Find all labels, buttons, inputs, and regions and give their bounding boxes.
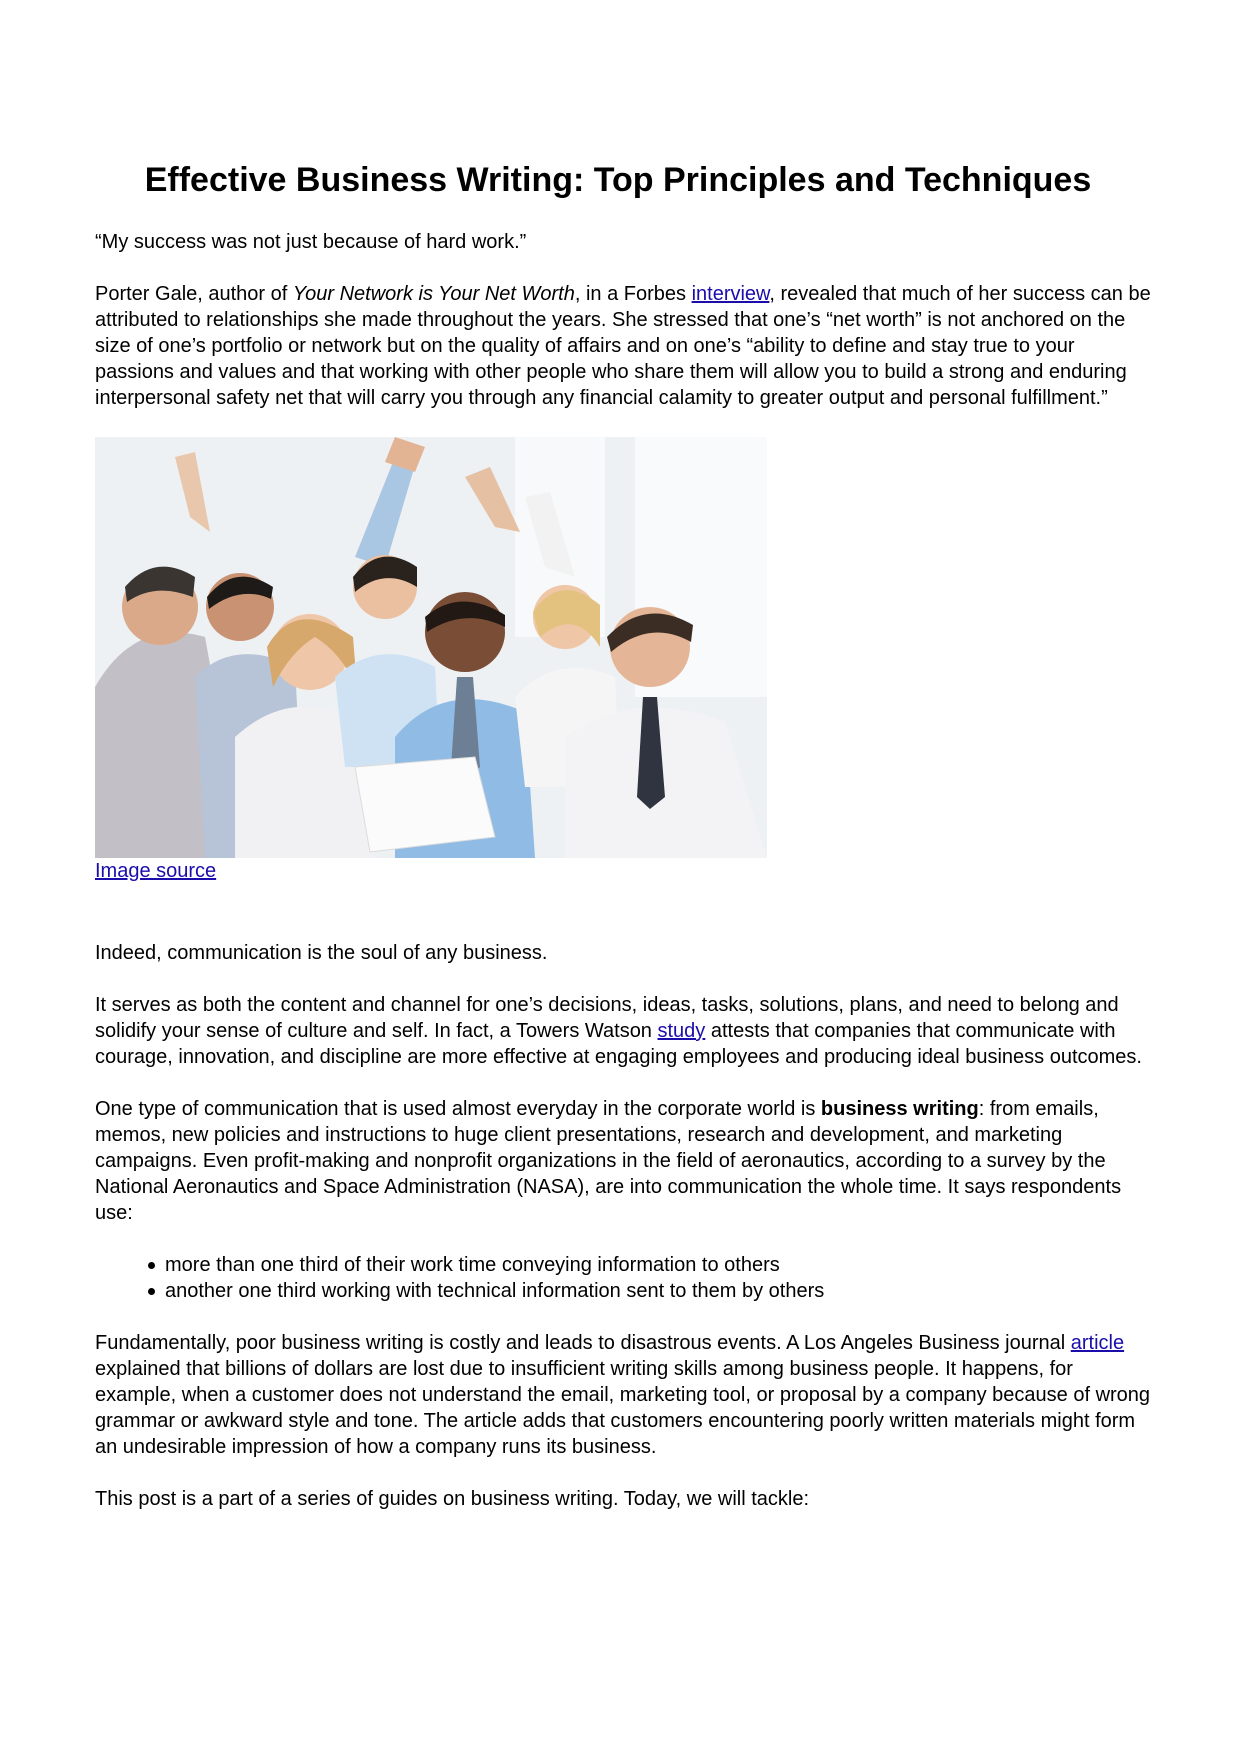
study-link[interactable]: study — [657, 1020, 706, 1042]
interview-link[interactable]: interview — [691, 283, 770, 305]
towers-text-2: attests that companies that communicate with courage, innovation, and discipline are more effective at engaging employees and producing ideal business outcomes. — [95, 1020, 1142, 1068]
list-item: more than one third of their work time conveying information to others — [165, 1252, 1155, 1278]
nasa-text-1: One type of communication that is used almost everyday in the corporate world is — [95, 1098, 821, 1120]
gale-text-1: Porter Gale, author of — [95, 283, 293, 305]
article-body — [95, 229, 1155, 1512]
book-title: Your Network is Your Net Worth — [292, 283, 575, 305]
survey-bullet-list — [95, 1252, 1155, 1304]
business-writing-term: business writing — [820, 1098, 979, 1120]
towers-text-1: It serves as both the content and channel for one’s decisions, ideas, tasks, solutions, plans, and need to belong and solidify your sense of culture and self. In fact, a Towers Watson — [95, 994, 1119, 1042]
gale-text-2: , in a Forbes — [574, 283, 692, 305]
closing-paragraph: This post is a part of a series of guides on business writing. Today, we will tackle: — [95, 1488, 810, 1510]
costly-writing-paragraph — [95, 1330, 1155, 1460]
costly-text-1: Fundamentally, poor business writing is costly and leads to disastrous events. A Los Angeles Business journal — [95, 1332, 1071, 1354]
opening-quote: “My success was not just because of hard work.” — [95, 231, 527, 253]
costly-text-2: explained that billions of dollars are lost due to insufficient writing skills among business people. It happens, for example, when a customer does not understand the email, marketing tool, or proposal by a company because of wrong grammar or awkward style and tone. The article adds that customers encountering poorly written materials might form an undesirable impression of how a company runs its business. — [95, 1358, 1151, 1458]
article-link[interactable]: article — [1070, 1332, 1125, 1354]
towers-watson-paragraph — [95, 992, 1155, 1070]
document-title: Effective Business Writing: Top Principles and Techniques — [144, 161, 1092, 199]
nasa-paragraph — [95, 1096, 1155, 1226]
image-source-link[interactable]: Image source — [95, 860, 217, 882]
list-item: another one third working with technical information sent to them by others — [165, 1278, 1155, 1304]
team-photo-illustration — [95, 437, 767, 858]
porter-gale-paragraph — [95, 281, 1155, 411]
communication-soul-paragraph: Indeed, communication is the soul of any business. — [95, 942, 548, 964]
gale-text-3: , revealed that much of her success can be attributed to relationships she made throughout the years. She stressed that one’s “net worth” is not anchored on the size of one’s portfolio or network but on the quality of affairs and on one’s “ability to define and stay true to your passions and values and that working with other people who share them will allow you to build a strong and enduring interpersonal safety net that will carry you through any financial calamity to greater output and personal fulfillment.” — [95, 283, 1151, 409]
nasa-text-2: : from emails, memos, new policies and instructions to huge client presentations, research and development, and marketing campaigns. Even profit-making and nonprofit organizations in the field of aeronautics, according to a survey by the National Aeronautics and Space Administration (NASA), are into communication the whole time. It says respondents use: — [95, 1098, 1122, 1224]
celebrating-team-photo — [95, 437, 767, 858]
